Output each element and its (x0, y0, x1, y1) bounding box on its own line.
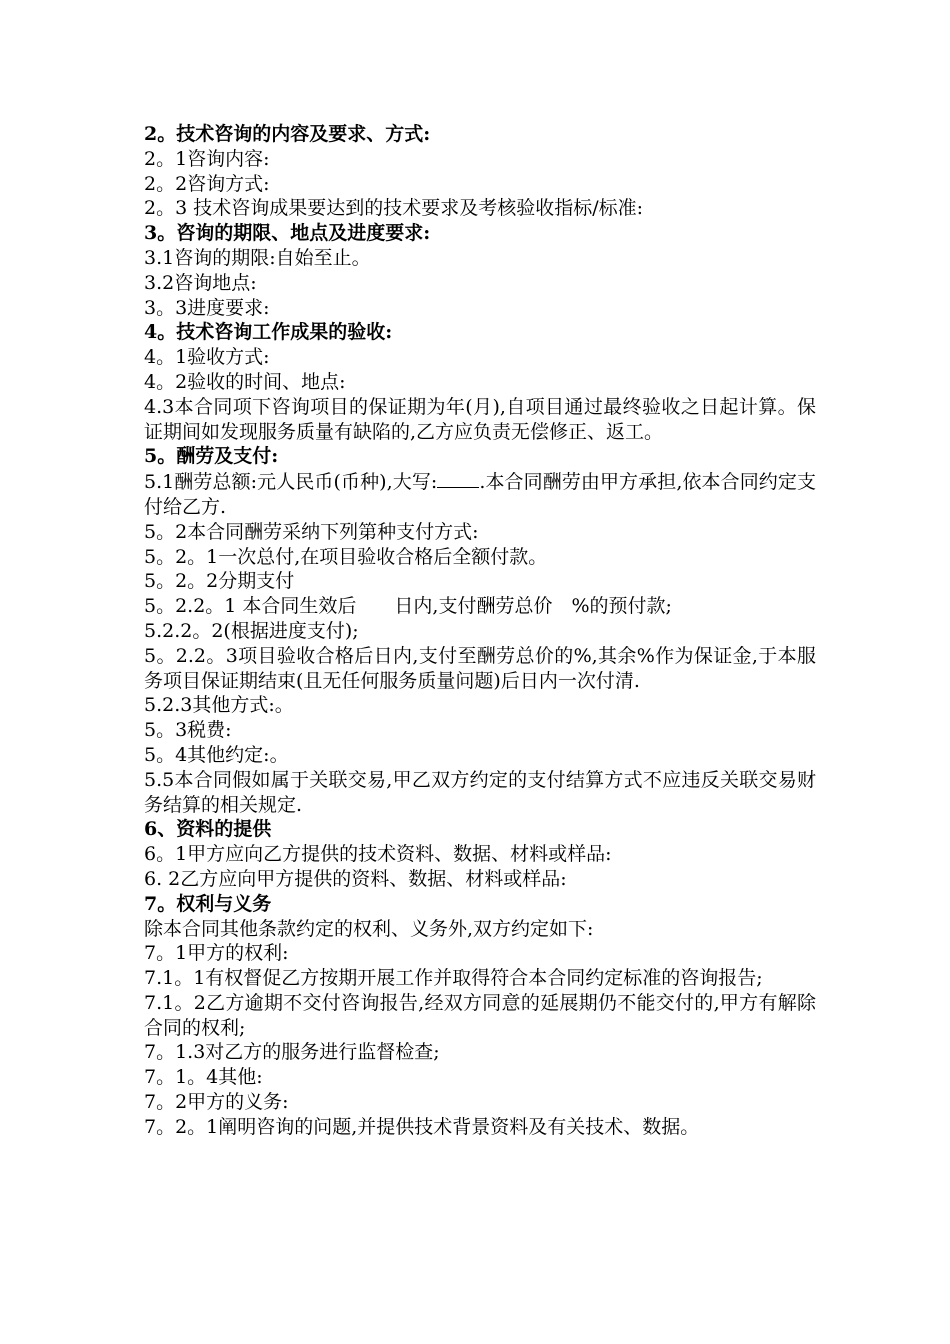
line-text: 7。1。4其他: (144, 1066, 263, 1089)
clause-line (144, 172, 816, 197)
section-heading (144, 221, 816, 246)
line-text: 2。2咨询方式: (144, 172, 270, 195)
clause-line (144, 842, 816, 867)
clause-line (144, 743, 816, 768)
clause-line (144, 569, 816, 594)
line-text: .本合同酬劳由甲方承担,依本合同约定支付给乙方. (144, 471, 816, 518)
line-text: 5.1酬劳总额:元人民币(币种),大写: (144, 471, 438, 494)
line-text: 5。2.2。1 本合同生效后 日内,支付酬劳总价 %的预付款; (144, 595, 672, 618)
clause-line (144, 545, 816, 570)
line-text: 6. 2乙方应向甲方提供的资料、数据、材料或样品: (144, 867, 567, 890)
line-text: 4.3本合同项下咨询项目的保证期为年(月),自项目通过最终验收之日起计算。保证期间如发现服务质量有缺陷的,乙方应负责无偿修正、返工。 (144, 395, 816, 443)
clause-line (144, 271, 816, 296)
paragraph (144, 395, 816, 445)
section-heading (144, 817, 816, 842)
clause-line (144, 917, 816, 942)
clause-line (144, 345, 816, 370)
line-text: 5。2本合同酬劳采纳下列第种支付方式: (144, 520, 479, 543)
line-text: 7。2甲方的义务: (144, 1091, 289, 1114)
line-text: 除本合同其他条款约定的权利、义务外,双方约定如下: (144, 917, 594, 940)
line-text: 5。2.2。3项目验收合格后日内,支付至酬劳总价的%,其余%作为保证金,于本服务项目保证期结束(且无任何服务质量问题)后日内一次付清. (144, 644, 816, 692)
clause-line (144, 1065, 816, 1090)
clause-line (144, 147, 816, 172)
line-text: 7。权利与义务 (144, 892, 272, 915)
clause-line (144, 941, 816, 966)
clause-line (144, 370, 816, 395)
line-text: 7.1。1有权督促乙方按期开展工作并取得符合本合同约定标准的咨询报告; (144, 967, 763, 990)
line-text: 5。2。2分期支付 (144, 570, 295, 593)
section-heading (144, 892, 816, 917)
section-heading (144, 122, 816, 147)
clause-line (144, 246, 816, 271)
line-text: 5.5本合同假如属于关联交易,甲乙双方约定的支付结算方式不应违反关联交易财务结算的相关规定. (144, 768, 816, 816)
clause-line (144, 718, 816, 743)
clause-line (144, 296, 816, 321)
line-text: 3。咨询的期限、地点及进度要求: (144, 222, 431, 245)
line-text: 5。2。1一次总付,在项目验收合格后全额付款。 (144, 545, 548, 568)
clause-line (144, 693, 816, 718)
paragraph (144, 991, 816, 1041)
line-text: 4。1验收方式: (144, 346, 270, 369)
line-text: 6、资料的提供 (144, 818, 272, 841)
clause-line (144, 594, 816, 619)
line-text: 2。1咨询内容: (144, 147, 270, 170)
line-text: 7。1.3对乙方的服务进行监督检查; (144, 1041, 440, 1064)
section-heading (144, 444, 816, 469)
line-text: 7.1。2乙方逾期不交付咨询报告,经双方同意的延展期仍不能交付的,甲方有解除合同的权利; (144, 991, 816, 1039)
line-text: 5。3税费: (144, 719, 232, 742)
line-text: 5。4其他约定:。 (144, 743, 289, 766)
clause-line (144, 1040, 816, 1065)
line-text: 5.2.2。2(根据进度支付); (144, 619, 359, 642)
contract-page (144, 122, 816, 1140)
line-text: 5。酬劳及支付: (144, 445, 279, 468)
paragraph (144, 966, 816, 991)
clause-line (144, 520, 816, 545)
line-text: 3.1咨询的期限:自始至止。 (144, 246, 371, 269)
line-text: 5.2.3其他方式:。 (144, 694, 294, 717)
paragraph (144, 469, 816, 520)
line-text: 7。1甲方的权利: (144, 942, 289, 965)
line-text: 2。技术咨询的内容及要求、方式: (144, 123, 431, 145)
clause-line (144, 1115, 816, 1140)
paragraph (144, 768, 816, 818)
clause-line (144, 196, 816, 221)
fill-in-blank (437, 469, 479, 488)
line-text: 4。技术咨询工作成果的验收: (144, 321, 393, 344)
clause-line (144, 1090, 816, 1115)
paragraph (144, 644, 816, 694)
line-text: 2。3 技术咨询成果要达到的技术要求及考核验收指标/标准: (144, 197, 644, 220)
section-heading (144, 320, 816, 345)
clause-line (144, 867, 816, 892)
clause-line (144, 619, 816, 644)
line-text: 6。1甲方应向乙方提供的技术资料、数据、材料或样品: (144, 843, 612, 866)
line-text: 7。2。1阐明咨询的问题,并提供技术背景资料及有关技术、数据。 (144, 1115, 700, 1138)
line-text: 3.2咨询地点: (144, 271, 257, 294)
line-text: 3。3进度要求: (144, 296, 270, 319)
line-text: 4。2验收的时间、地点: (144, 370, 346, 393)
